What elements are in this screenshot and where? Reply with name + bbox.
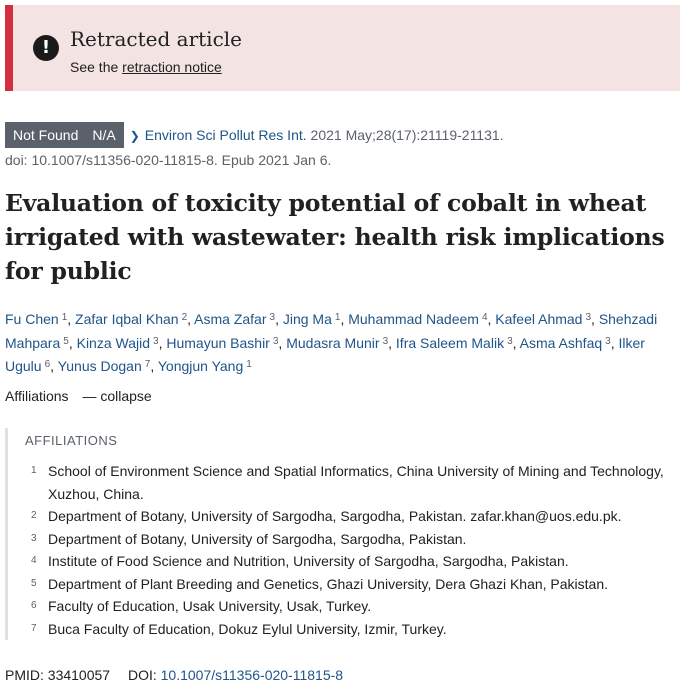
author-item [75,311,187,327]
author-item [166,335,278,351]
pmid-label: PMID: [5,667,44,683]
affiliation-number: 3 [31,532,37,544]
affiliations-toggle[interactable] [5,388,152,404]
author-link[interactable]: Zafar Iqbal Khan [75,311,179,327]
affiliation-item [25,550,665,573]
retraction-notice-link[interactable]: retraction notice [122,59,222,75]
author-link[interactable]: Yunus Dogan [57,358,142,374]
author-link[interactable]: Asma Ashfaq [519,334,603,351]
author-link[interactable]: Shehzadi Mahpara [5,311,658,351]
affiliation-text: Department of Plant Breeding and Genetics, Ghazi University, Dera Ghazi Khan, Pakistan. [48,575,609,592]
author-link[interactable]: Ilker Ugulu [5,334,645,374]
banner-notice [70,59,222,75]
affiliation-item [25,505,665,528]
author-item [396,335,513,351]
affiliation-number: 6 [31,600,37,611]
affiliation-text: Department of Botany, University of Sargodha, Sargodha, Pakistan. zafar.khan@uos.edu.pk. [48,508,622,524]
journal-link[interactable]: Environ Sci Pollut Res Int. [144,127,307,143]
chevron-right-icon: ❯ [129,129,140,143]
author-affiliation-ref[interactable]: 1 [334,312,341,323]
affiliation-number: 2 [31,510,37,521]
affiliation-text: Buca Faculty of Education, Dokuz Eylul University, Izmir, Turkey. [48,620,447,637]
author-link[interactable]: Muhammad Nadeem [348,311,479,327]
author-item [194,311,275,327]
identifiers-line [5,667,343,683]
author-affiliation-ref[interactable]: 7 [144,359,151,370]
author-affiliation-ref[interactable]: 3 [605,335,611,347]
affiliation-item [25,528,665,551]
affiliation-item [25,595,665,618]
author-link[interactable]: Mudasra Munir [286,334,380,351]
collapse-toggle[interactable]: — collapse [82,388,152,404]
author-link[interactable]: Jing Ma [282,311,332,327]
doi-label: DOI: [127,667,157,683]
author-item [58,358,151,374]
author-affiliation-ref[interactable]: 3 [153,335,159,347]
author-link[interactable]: Humayun Bashir [166,334,270,351]
author-affiliation-ref[interactable]: 1 [61,312,68,323]
author-affiliation-ref[interactable]: 3 [382,335,389,347]
author-affiliation-ref[interactable]: 6 [44,359,51,370]
author-item [77,335,159,351]
author-affiliation-ref[interactable]: 5 [63,335,69,347]
author-link[interactable]: Yongjun Yang [157,358,244,374]
affiliation-number: 5 [31,577,37,589]
collapse-label: collapse [100,388,152,404]
author-affiliation-ref[interactable]: 4 [481,312,488,323]
doi-epub-line: doi: 10.1007/s11356-020-11815-8. Epub 2021 Jan 6. [5,152,332,168]
doi-link[interactable]: 10.1007/s11356-020-11815-8 [160,667,344,683]
exclamation-icon: ! [33,35,59,61]
affiliation-item [25,618,665,641]
author-list: Fu Chen $^1$, Zafar Iqbal Khan $^2$, Asma Zafar $^3$, Jing Ma $^1$, Muhammad Nadeem $^4$, Kafeel Ahmad $^3$, Shehzadi Mahpara $^5$, Kinza Wajid $^3$, Humayun Bashir $^3$, Mudasra Munir $^3$, Ifra Saleem Malik $^3$, Asma Ashfaq $^3$, Ilker Ugulu $^6$, Yunus Dogan $^7$, Yongjun Yang $^1$ [5,311,658,374]
retraction-banner [5,5,680,91]
badge-value: N/A [92,127,116,143]
badge-status: Not Found [13,127,79,143]
author-affiliation-ref[interactable]: 3 [269,312,276,323]
author-link[interactable]: Ifra Saleem Malik [395,334,505,351]
affiliation-number: 1 [31,465,37,476]
author-item [348,311,487,327]
article-title: Evaluation of toxicity potential of cobalt in wheat irrigated with wastewater: health risk implications for public [5,189,665,285]
affiliation-text: Department of Botany, University of Sargodha, Sargodha, Pakistan. [48,530,467,547]
affiliation-text: School of Environment Science and Spatial Informatics, China University of Mining and Technology, Xuzhou, China. [48,463,664,502]
publication-info: 2021 May;28(17):21119-21131. [310,127,504,143]
affiliation-number: 4 [31,555,37,566]
author-item [520,335,611,351]
affiliation-text: Faculty of Education, Usak University, Usak, Turkey. [48,598,372,614]
author-affiliation-ref[interactable]: 1 [246,359,252,370]
affiliation-text: Institute of Food Science and Nutrition, University of Sargodha, Sargodha, Pakistan. [48,553,569,569]
author-item [286,335,388,351]
affiliation-item [25,573,665,596]
affiliations-panel [5,428,677,640]
affiliations-label: Affiliations [5,388,69,404]
author-item [158,358,252,374]
pmid-value: 33410057 [47,667,111,683]
author-item [283,311,341,327]
banner-title: Retracted article [70,27,243,51]
affiliations-list [25,460,665,640]
notice-prefix: See the [70,59,119,75]
full-text-badge[interactable] [5,122,124,148]
author-affiliation-ref[interactable]: 3 [585,312,592,323]
author-link[interactable]: Fu Chen [5,311,59,327]
author-link[interactable]: Kinza Wajid [76,334,151,351]
author-item [495,311,591,327]
citation-line [5,122,504,148]
affiliations-heading: AFFILIATIONS [25,433,118,448]
author-affiliation-ref[interactable]: 2 [181,312,188,323]
author-affiliation-ref[interactable]: 3 [272,335,279,347]
author-link[interactable]: Asma Zafar [194,311,267,327]
author-link[interactable]: Kafeel Ahmad [495,311,583,327]
affiliation-item [25,460,665,505]
author-affiliation-ref[interactable]: 3 [507,335,513,347]
author-item [5,311,67,327]
affiliation-number: 7 [31,622,37,634]
